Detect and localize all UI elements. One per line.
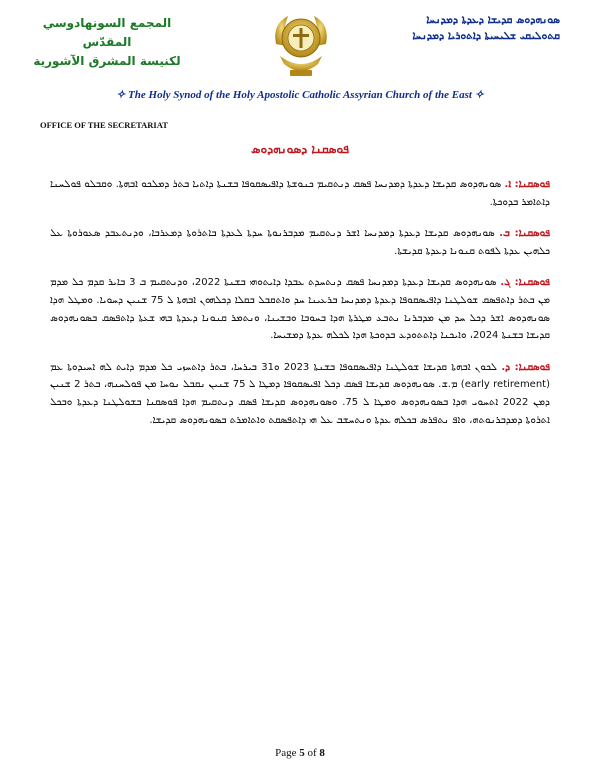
paragraph-2	[50, 225, 550, 260]
page-sep: of	[307, 747, 317, 759]
paragraph-label: ܦܘܣܩܢܐ: ܕ.	[501, 361, 550, 373]
page-number	[0, 747, 600, 759]
arabic-line-1: المجمع السونهادوسي المقدّس	[42, 16, 172, 49]
paragraph-text: ܣܘܢܗܕܘܣ ܩܕܝܫܐ ܕܥܕܬܐ ܕܡܕܢܚܐ ܦܣܩ ܕܢܬܚܕܬ ܥܒܕܐ ܕܐܝܬܘܗܝ ܒܫܢܬܐ 2022، ܘܕܢܬܩܝܡ ܒ 3 ܒܐܝܪ ܩܕܡ ܟܠ ܡܕܡ ܡܢ ܒܬܪ ܕܐܬܦܣܩ ܫܘܠܛܢܐ ܕܐܦܝܣܩܘܦܐ ܕܥܕܬܐ ܕܡܕܢܚܐ ܒܪܥܝܢܐ ܚܕ ܘܐܬܩܒܠ ܒܩܠܐ ܕܟܠܗܘܢ ܐܒܗܬܐ ܠ 75 ܫܢܝܢ ܕܚܘܝܐ. ܘܡܛܠ ܗܕܐ ܣܘܢܗܕܘܣ ܐܫܪ ܕܟܠ ܚܕ ܡܢ ܡܕܒܪܢܐ ܢܬܒܥ ܡܛܪܬܐ ܗܕܐ ܒܚܘܒܐ ܘܒܫܝܢܐ، ܘܢܬܡܪ ܩܢܘܢܐ ܕܥܕܬܐ ܒܗܝ ܫܥܬܐ ܕܐܬܦܣܩ ܒܣܘܢܗܕܘܣ ܩܕܝܫܐ ܒܫܢܬܐ 2024، ܘܐܝܟܢܐ ܕܐܬܬܘܕܥ ܒܕܘܟܬܐ ܗܕܐ ܠܟܠܗ ܥܕܬܐ ܕܡܫܝܚܐ.	[50, 277, 550, 342]
paragraph-4	[50, 359, 550, 429]
syriac-line-2: ܩܬܘܠܝܩܝ ܫܠܝܚܝܬܐ ܕܐܬܘܪܝܐ ܕܡܕܢܚܐ	[412, 30, 560, 42]
office-label: OFFICE OF THE SECRETARIAT	[40, 120, 168, 130]
page-prefix: Page	[275, 747, 297, 759]
page-current: 5	[299, 747, 305, 759]
paragraph-3	[50, 274, 550, 344]
synod-banner: ✧ The Holy Synod of the Holy Apostolic Catholic Assyrian Church of the East ✧	[116, 89, 484, 101]
paragraph-text: ܠܟܘܢ ܐܒܗܬܐ ܩܕܝܫܐ ܫܘܠܛܢܐ ܕܐܦܝܣܩܘܦܐ ܒܫܢܬܐ 2023 ܘ31 ܒܝܪܚܐ، ܒܬܪ ܕܐܬܚܙܝ ܟܠ ܡܕܡ ܕܐܝܬ ܠܗ ܐܚܝܕܘܬܐ ܥܡ (early retirement) ܡ.ܫ. ܣܘܢܗܕܘܣ ܩܕܝܫܐ ܦܣܩ ܕܟܠ ܐܦܝܣܩܘܦܐ ܕܡܛܐ ܠ 75 ܫܢܝܢ ܢܩܒܠ ܢܘܚܐ ܡܢ ܦܘܠܚܢܗ، ܒܬܪ 2 ܫܢܝܢ ܕܡܢ 2022 ܐܬܚܘܝ ܗܕܐ ܒܣܘܢܗܕܘܣ ܘܡܛܐ ܠ 75. ܘܣܘܢܗܕܘܣ ܩܕܝܫܐ ܦܣܩ ܕܢܬܩܝܡ ܗܕܐ ܦܘܣܩܢܐ ܒܫܘܠܛܢܐ ܕܥܕܬܐ ܘܒܟܠ ܐܬܪܘܬܐ ܕܡܕܒܪܢܘܬܗ، ܘܐܦ ܢܬܦܪܣ ܒܟܠܗ ܥܕܬܐ ܘܢܬܚܫܒ ܥܠ ܗܝ ܕܐܬܦܣܩܬ ܘܐܬܐܡܪܬ ܒܣܘܢܗܕܘܣ ܩܕܝܫܐ.	[50, 361, 551, 426]
header-arabic	[22, 14, 192, 71]
church-seal-icon	[266, 6, 336, 82]
syriac-line-1: ܣܘܢܗܕܘܣ ܩܕܝܫܐ ܕܥܕܬܐ ܕܡܕܢܚܐ	[426, 14, 560, 26]
paragraph-label: ܦܘܣܩܢܐ: ܓ.	[500, 277, 550, 289]
header-syriac	[370, 12, 560, 44]
section-title: ܦܘܣܩܢܐ ܕܣܘܢܗܕܘܣ	[251, 142, 349, 156]
arabic-line-2: لكنيسة المشرق الآشورية	[33, 54, 181, 68]
paragraph-1	[50, 176, 550, 211]
paragraph-text: ܣܘܢܗܕܘܣ ܩܕܝܫܐ ܕܥܕܬܐ ܕܡܕܢܚܐ ܐܫܪ ܕܢܬܩܝܡ ܡܕܒܪܢܘܬܐ ܚܕܬܐ ܠܥܕܬܐ ܒܐܬܪܘܬܐ ܕܡܥܪܒܐ، ܘܕܢܬܥܒܕ ܣܥܘܪܘܬܐ ܥܠ ܟܠܗܝܢ ܥܕܬܐ ܠܦܘܬ ܩܢܘܢܐ ܕܥܕܬܐ ܩܕܝܫܬܐ.	[50, 228, 550, 257]
paragraph-text: ܣܘܢܗܕܘܣ ܩܕܝܫܐ ܕܥܕܬܐ ܕܡܕܢܚܐ ܦܣܩ ܕܢܬܩܝܡ ܟܢܘܫܬܐ ܕܐܦܝܣܩܘܦܐ ܒܫܢܬܐ ܕܐܬܝܐ ܒܬܪ ܕܡܠܟܘ ܐܒܗܬܐ. ܘܩܒܠܘ ܦܘܠܚܢܐ ܕܐܬܐܡܪ ܒܕܘܟܬܐ.	[50, 179, 550, 208]
document-body	[50, 176, 550, 443]
page-total: 8	[319, 747, 325, 759]
paragraph-label: ܦܘܣܩܢܐ: ܒ.	[499, 228, 550, 240]
paragraph-label: ܦܘܣܩܢܐ: ܐ.	[504, 179, 551, 190]
